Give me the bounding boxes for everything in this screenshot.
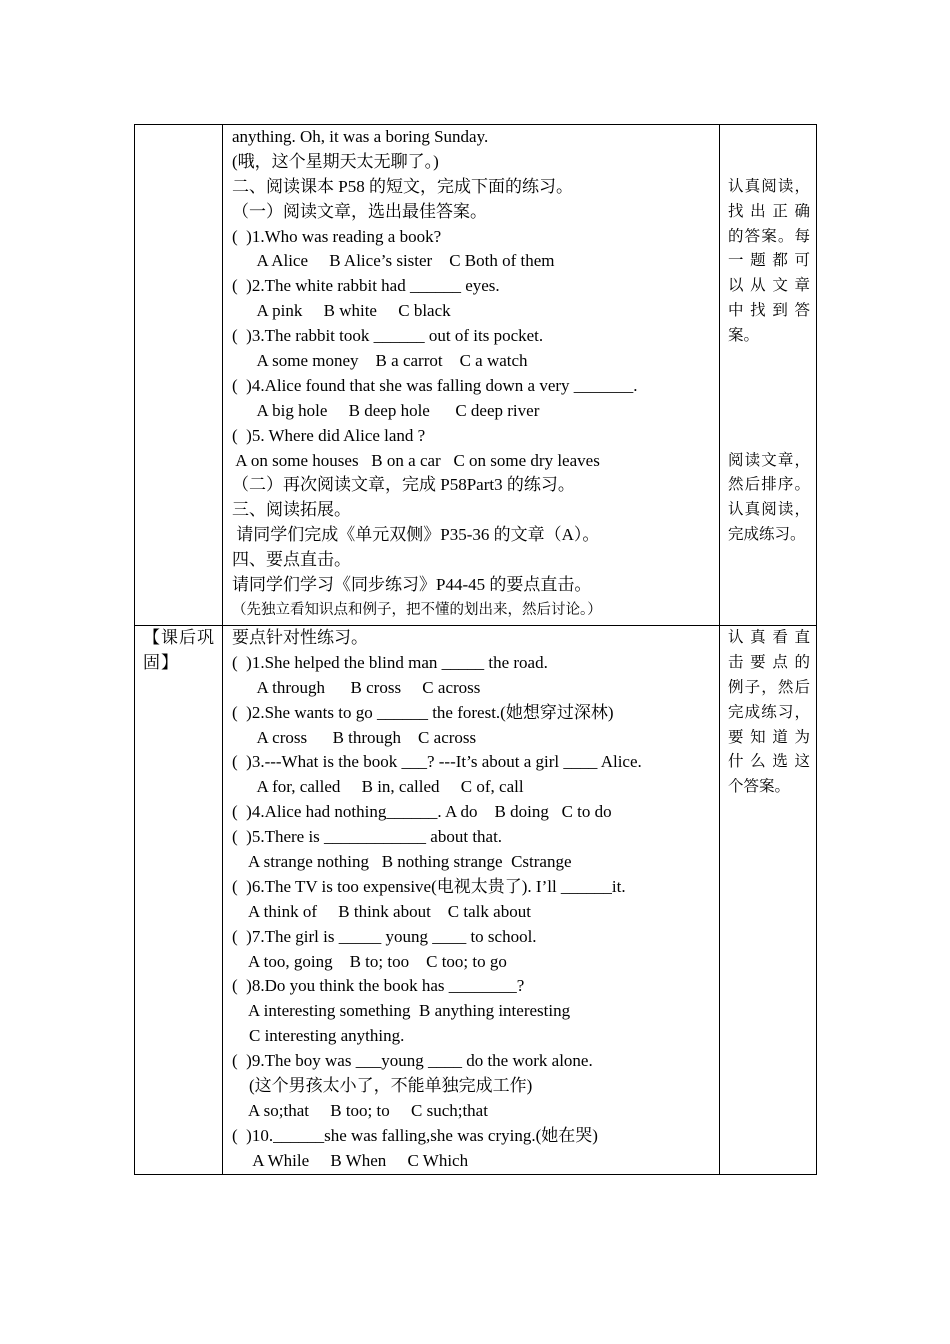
teacher-note-line: 以 从 文 章 xyxy=(728,277,810,295)
row2-label-cell xyxy=(135,626,223,1175)
content-line: A too, going B to; too C too; to go xyxy=(232,951,507,971)
spacer xyxy=(728,424,810,449)
content-line: ( )4.Alice found that she was falling down a very _______. xyxy=(232,375,638,395)
teacher-note-line: 中 找 到 答 xyxy=(728,302,810,320)
content-line: ( )1.She helped the blind man _____ the road. xyxy=(232,652,548,672)
row1-content-cell xyxy=(223,125,720,626)
content-line: ( )2.The white rabbit had ______ eyes. xyxy=(232,276,500,296)
teacher-note-line: 个答案。 xyxy=(728,778,791,796)
content-line: (这个男孩太小了，不能单独完成工作) xyxy=(232,1076,533,1096)
content-line: ( )7.The girl is _____ young ____ to school. xyxy=(232,926,537,946)
table-row xyxy=(135,626,817,1175)
content-line: A some money B a carrot C a watch xyxy=(232,351,528,371)
teacher-note-line: 的答案。每 xyxy=(728,227,810,245)
content-line: 四、要点直击。 xyxy=(232,550,351,570)
content-line: （二）再次阅读文章，完成 P58Part3 的练习。 xyxy=(232,475,575,495)
content-line: A interesting something B anything interesting xyxy=(232,1001,571,1021)
content-line: ( )5.There is ____________ about that. xyxy=(232,827,503,847)
content-line: A pink B white C black xyxy=(232,301,451,321)
spacer xyxy=(728,125,810,150)
content-line: 要点针对性练习。 xyxy=(232,628,368,647)
content-line: ( )3.The rabbit took ______ out of its pocket. xyxy=(232,326,544,346)
content-line: A for, called B in, called C of, call xyxy=(232,777,524,797)
content-line: (哦，这个星期天太无聊了。) xyxy=(232,151,439,171)
instruction-note: （先独立看知识点和例子，把不懂的划出来，然后讨论。） xyxy=(232,601,602,618)
content-line: 三、阅读拓展。 xyxy=(232,500,351,520)
content-line: anything. Oh, it was a boring Sunday. xyxy=(232,127,489,146)
content-line: A cross B through C across xyxy=(232,727,477,747)
content-line: A think of B think about C talk about xyxy=(232,901,531,921)
content-line: （一）阅读文章，选出最佳答案。 xyxy=(232,201,487,221)
teacher-note-line: 阅读文章， xyxy=(728,451,810,469)
teacher-note-line: 认 真 看 直 xyxy=(728,629,810,646)
content-line: A big hole B deep hole C deep river xyxy=(232,400,540,420)
teacher-note-line: 击 要 点 的 xyxy=(728,653,810,671)
row2-note-cell xyxy=(720,626,817,1175)
content-line: C interesting anything. xyxy=(232,1026,405,1046)
teacher-note-line: 例子，然后 xyxy=(728,678,810,696)
teacher-note-line: 认真阅读， xyxy=(728,501,810,519)
teacher-note-line: 找 出 正 确 xyxy=(728,202,810,220)
content-line: ( )6.The TV is too expensive(电视太贵了). I’ll ______it. xyxy=(232,876,626,896)
spacer xyxy=(728,399,810,424)
teacher-note-line: 完成练习。 xyxy=(728,526,806,544)
content-line: ( )9.The boy was ___young ____ do the work alone. xyxy=(232,1051,593,1071)
content-line: A While B When C Which xyxy=(232,1150,469,1170)
section-label: 固】 xyxy=(143,652,179,672)
spacer xyxy=(728,150,810,175)
row2-content-cell xyxy=(223,626,720,1175)
teacher-note-line: 什 么 选 这 xyxy=(728,753,810,771)
spacer xyxy=(728,374,810,399)
teacher-note-line: 要 知 道 为 xyxy=(728,728,810,746)
content-line: ( )2.She wants to go ______ the forest.(她想穿过深林) xyxy=(232,702,614,722)
spacer xyxy=(728,349,810,374)
teacher-note-line: 案。 xyxy=(728,327,760,345)
content-line: 请同学们完成《单元双侧》P35-36 的文章（A）。 xyxy=(232,525,600,545)
teacher-note-line: 认真阅读， xyxy=(728,177,810,195)
worksheet-table xyxy=(134,124,817,1175)
content-line: 请同学们学习《同步练习》P44-45 的要点直击。 xyxy=(232,575,592,595)
row1-note-cell xyxy=(720,125,817,626)
content-line: ( )10.______she was falling,she was crying.(她在哭) xyxy=(232,1125,598,1145)
content-line: 二、阅读课本 P58 的短文，完成下面的练习。 xyxy=(232,176,573,196)
teacher-note-line: 一 题 都 可 xyxy=(728,252,810,270)
content-line: A on some houses B on a car C on some dry leaves xyxy=(232,450,600,470)
content-line: A so;that B too; to C such;that xyxy=(232,1100,488,1120)
content-line: ( )3.---What is the book ___? ---It’s about a girl ____ Alice. xyxy=(232,752,642,772)
section-label: 【课后巩 xyxy=(143,628,215,647)
content-line: ( )5. Where did Alice land ? xyxy=(232,425,426,445)
content-line: A strange nothing B nothing strange Cstrange xyxy=(232,852,572,872)
content-line: A through B cross C across xyxy=(232,677,481,697)
content-line: ( )1.Who was reading a book? xyxy=(232,226,442,246)
table-row xyxy=(135,125,817,626)
teacher-note-line: 完成练习， xyxy=(728,703,810,721)
teacher-note-line: 然后排序。 xyxy=(728,476,810,494)
content-line: ( )4.Alice had nothing______. A do B doing C to do xyxy=(232,802,612,822)
content-line: ( )8.Do you think the book has ________? xyxy=(232,976,525,996)
row1-label-cell xyxy=(135,125,223,626)
content-line: A Alice B Alice’s sister C Both of them xyxy=(232,251,555,271)
